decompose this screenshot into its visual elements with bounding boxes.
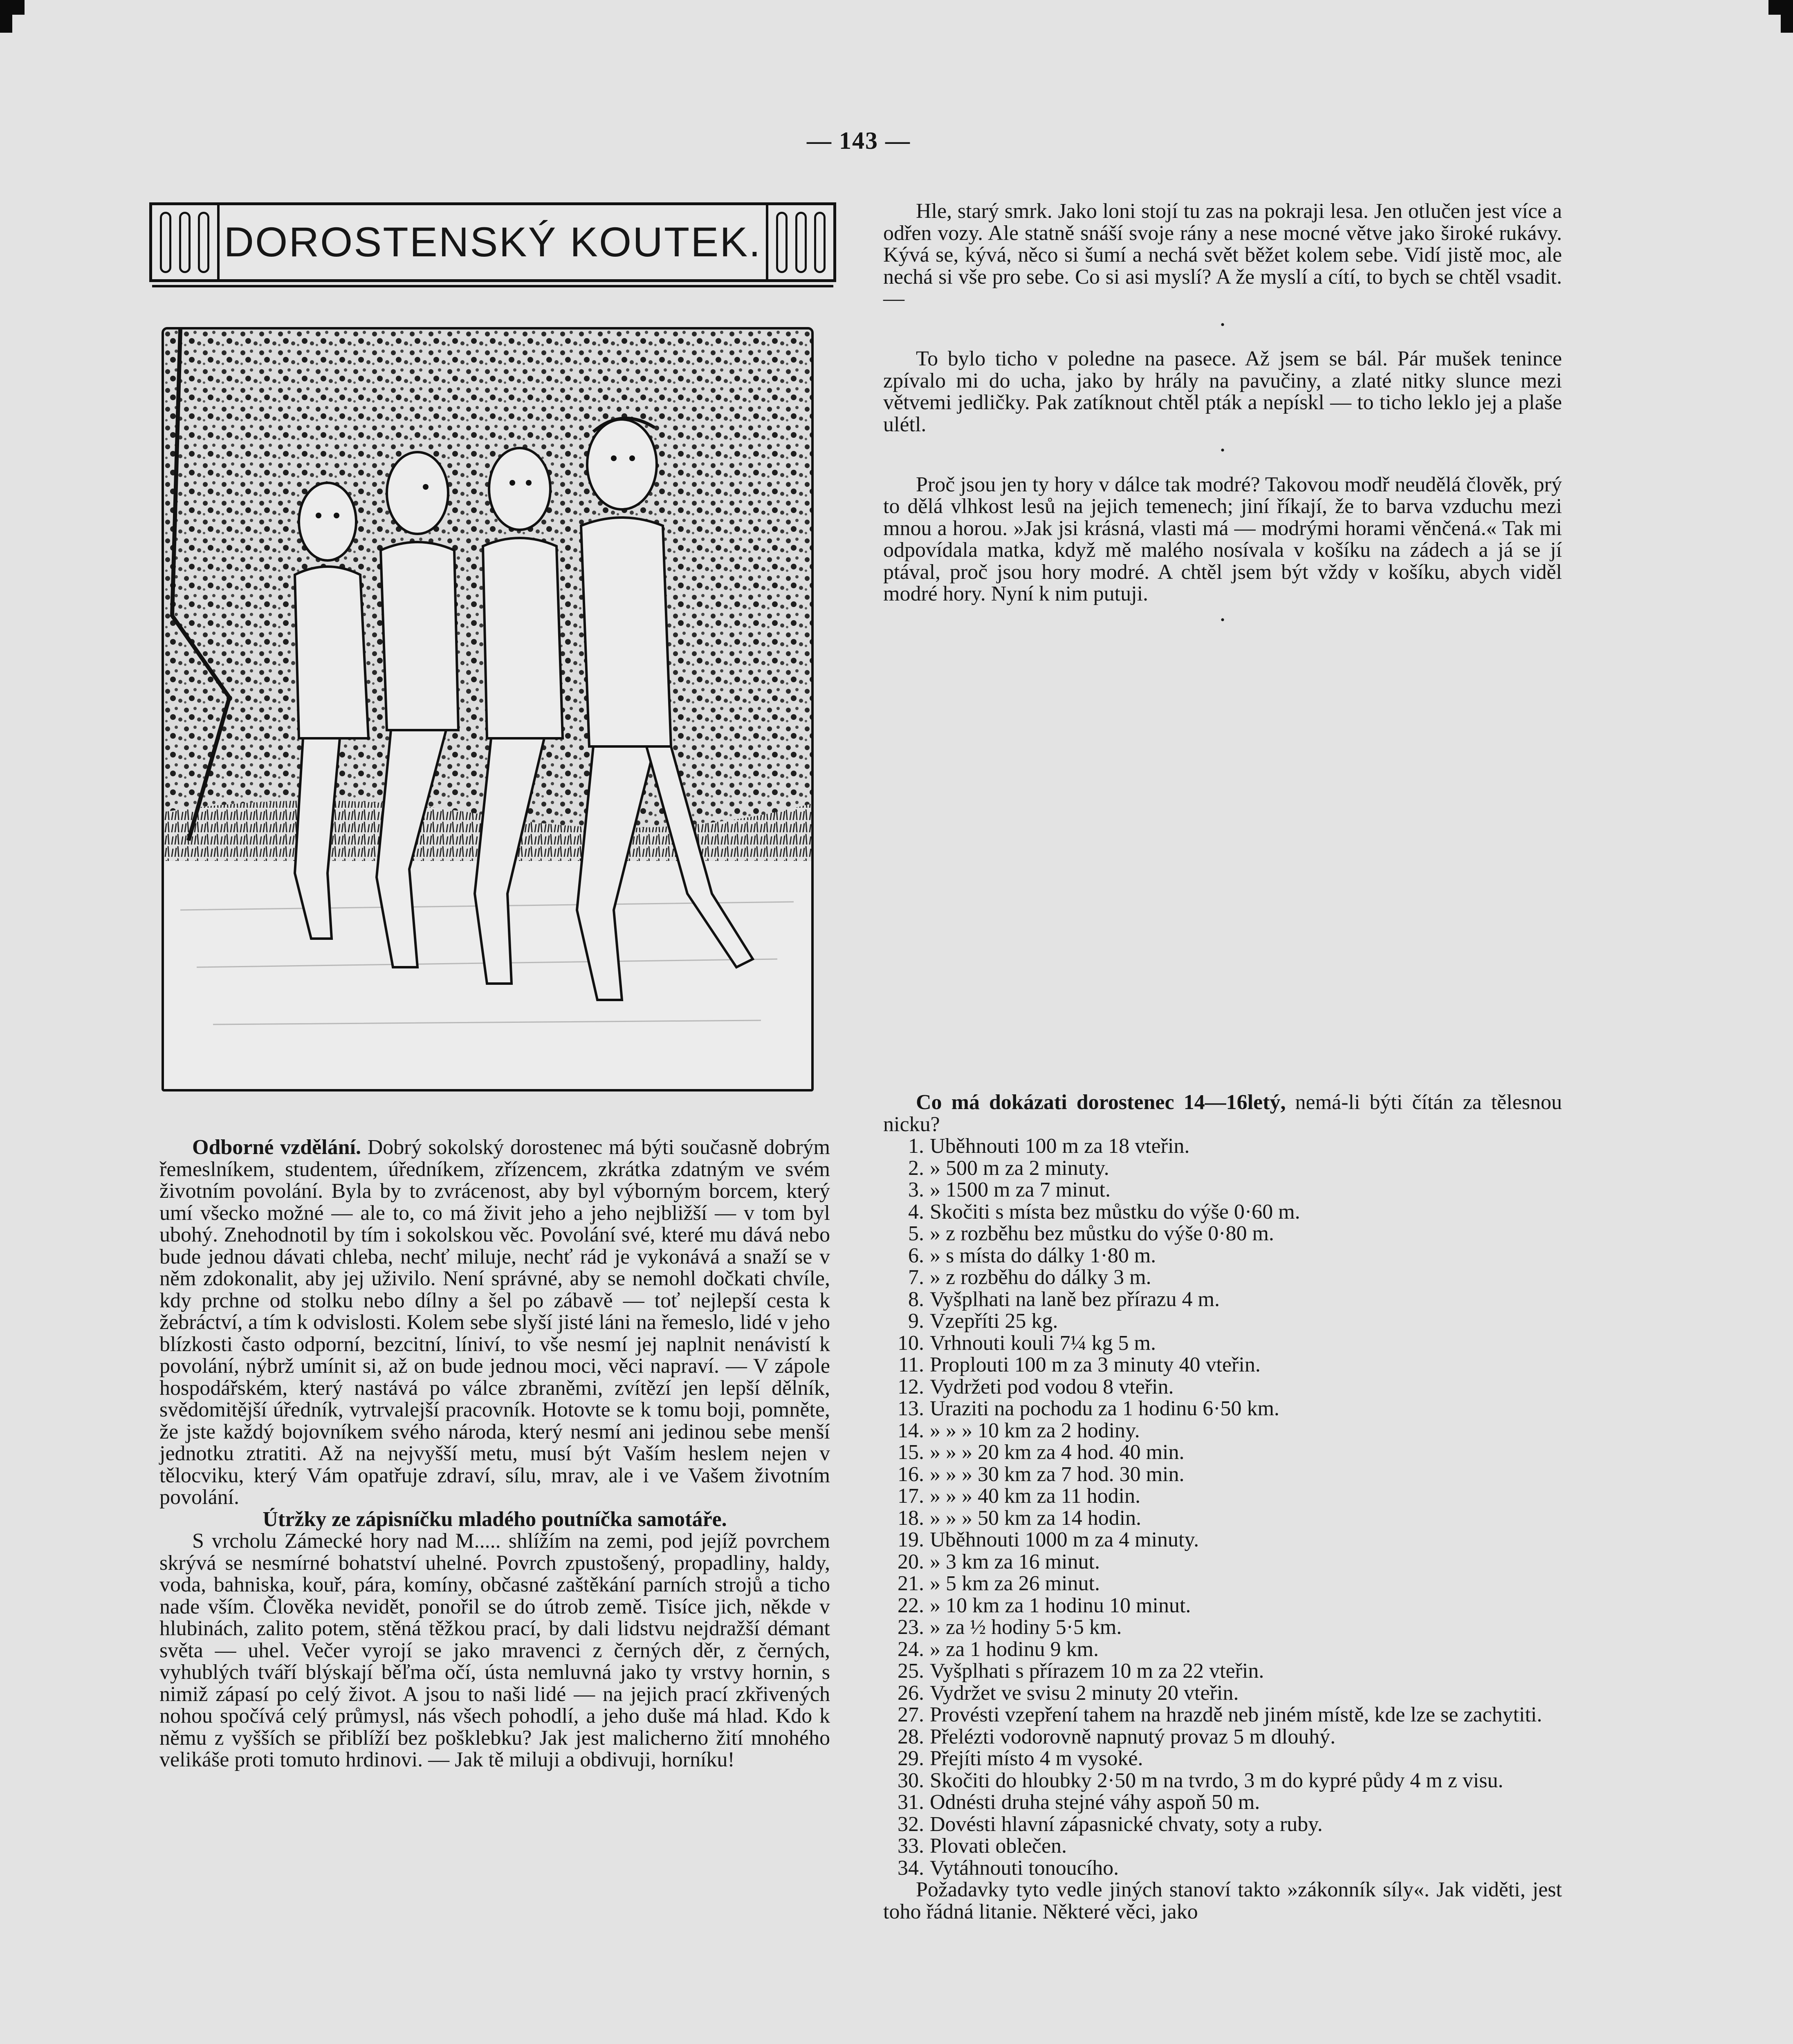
requirement-item [883,1398,1562,1420]
requirement-number: 10. [898,1331,924,1355]
list-intro-heading: Co má dokázati dorostenec 14—16letý, [916,1091,1286,1114]
requirement-number: 27. [898,1703,924,1726]
requirement-text: » za ½ hodiny 5·5 km. [930,1616,1122,1639]
paragraph-noon-silence: To bylo ticho v poledne na pasece. Až jsem se bál. Pár mušek tenince zpívalo mi do ucha, jako by hrály na pavučiny, a zlaté nitky slunce mezi větvemi jedličky. Pak zatíknout chtěl pták a nepískl — to ticho leklo jej a plaše ulétl. [883,347,1562,436]
requirement-number: 34. [898,1856,924,1880]
requirement-item [883,1682,1562,1704]
requirement-text: Odnésti druha stejné váhy aspoň 50 m. [930,1791,1260,1814]
section-title-box [149,202,836,282]
requirement-item [883,1464,1562,1486]
requirement-item [883,1573,1562,1595]
requirement-text: » » » 20 km za 4 hod. 40 min. [930,1441,1185,1464]
requirement-text: » s místa do dálky 1·80 m. [930,1244,1156,1267]
requirement-text: Skočiti do hloubky 2·50 m na tvrdo, 3 m do kypré půdy 4 m z visu. [930,1768,1504,1792]
requirement-text: Skočiti s místa bez můstku do výše 0·60 m. [930,1200,1300,1224]
requirement-number: 12. [898,1375,924,1399]
requirement-number: 1. [908,1134,924,1158]
requirement-text: Dovésti hlavní zápasnické chvaty, soty a ruby. [930,1812,1323,1836]
requirement-item [883,1616,1562,1638]
requirement-text: Vyšplhati s přírazem 10 m za 22 vteřin. [930,1659,1264,1683]
requirement-item [883,1748,1562,1770]
section-title: DOROSTENSKÝ KOUTEK. [224,219,762,265]
requirement-number: 9. [908,1309,924,1333]
requirement-text: Plovati oblečen. [930,1834,1067,1858]
requirement-number: 31. [898,1791,924,1814]
scan-corner [1781,0,1793,33]
requirement-text: » 5 km za 26 minut. [930,1572,1100,1595]
requirement-number: 30. [898,1768,924,1792]
illustration-drawing [164,329,811,1089]
requirement-number: 13. [898,1397,924,1420]
ornament-left [152,205,220,279]
list-intro [883,1091,1562,1135]
requirement-item [883,1835,1562,1857]
requirement-item [883,1223,1562,1245]
requirement-item [883,1660,1562,1682]
requirement-item [883,1551,1562,1573]
requirement-item [883,1310,1562,1332]
separator-dot: • [1220,613,1225,627]
paragraph-heading: Odborné vzdělání. [192,1136,361,1159]
requirement-item [883,1638,1562,1661]
requirement-text: Vzepříti 25 kg. [930,1309,1058,1333]
list-intro-text: nemá-li býti čítán za tělesnou nicku? [883,1091,1562,1136]
scan-corner [0,0,12,33]
requirement-text: » z rozběhu bez můstku do výše 0·80 m. [930,1222,1274,1245]
page-number: — 143 — [807,127,911,154]
column-right-bottom [883,1091,1562,1923]
requirement-item [883,1857,1562,1879]
requirement-number: 3. [908,1178,924,1201]
requirement-text: » 10 km za 1 hodinu 10 minut. [930,1594,1191,1617]
requirement-text: » » » 30 km za 7 hod. 30 min. [930,1462,1185,1486]
requirement-number: 7. [908,1266,924,1289]
requirement-text: Provésti vzepření tahem na hrazdě neb jiném místě, kde lze se zachytiti. [930,1703,1542,1726]
requirement-text: Proplouti 100 m za 3 minuty 40 vteřin. [930,1353,1261,1376]
requirement-item [883,1726,1562,1748]
requirement-number: 11. [898,1353,924,1376]
requirement-text: » » » 50 km za 14 hodin. [930,1506,1142,1530]
requirement-number: 6. [908,1244,924,1267]
requirement-text: » » » 40 km za 11 hodin. [930,1484,1141,1508]
requirement-item [883,1595,1562,1617]
requirement-text: Vytáhnouti tonoucího. [930,1856,1119,1880]
requirement-text: Vrhnouti kouli 7¼ kg 5 m. [930,1331,1156,1355]
requirement-number: 14. [898,1419,924,1442]
requirement-number: 18. [898,1506,924,1530]
requirement-text: Přelézti vodorovně napnutý provaz 5 m dlouhý. [930,1725,1336,1748]
requirements-list [883,1135,1562,1879]
requirement-number: 5. [908,1222,924,1245]
requirement-number: 15. [898,1441,924,1464]
requirement-number: 21. [898,1572,924,1595]
requirement-number: 23. [898,1616,924,1639]
requirement-item [883,1791,1562,1813]
requirement-item [883,1135,1562,1157]
requirement-item [883,1507,1562,1529]
requirement-number: 22. [898,1594,924,1617]
requirement-number: 28. [898,1725,924,1748]
requirement-item [883,1485,1562,1507]
requirement-number: 26. [898,1681,924,1705]
requirement-number: 25. [898,1659,924,1683]
paragraph-vocational-education [159,1136,830,1508]
subheading-notebook: Útržky ze zápisníčku mladého poutníčka samotáře. [263,1507,727,1531]
requirement-number: 20. [898,1550,924,1573]
paragraph-conclusion: Požadavky tyto vedle jiných stanoví takto »zákonník síly«. Jak viděti, jest toho řádná litanie. Některé věci, jako [883,1878,1562,1923]
requirement-text: Vydržeti pod vodou 8 vteřin. [930,1375,1174,1399]
column-left-bottom [159,1136,830,1771]
paragraph-miners: S vrcholu Zámecké hory nad M..... shlížím na zemi, pod jejíž povrchem skrývá se nesmírné bohatství uhelné. Povrch zpustošený, propadliny, haldy, voda, bahniska, kouř, pára, komíny, občasné zaštěkání parních strojů a ticho nade vším. Člověka nevidět, ponořil se do útrob země. Tisíce jich, někde v hlubinách, zalito potem, stěná těžkou prací, by dali lidstvu nejdražší démant světa — uhel. Večer vyrojí se jako mravenci z černých děr, z černých, vyhublých tváří blýskají běľma očí, ústa nemluvná jako ty vrstvy hornin, s nimiž zápasí po celý život. A jsou to naši lidé — na jejich prací zkřivených nohou spočívá celý průmysl, nás všech pohodlí, a jeho duše má hlad. Kdo k němu z vyšších se přiblíží bez pošklebku? Jak jest malicherno žití mnohého velikáše proti tomuto hrdinovi. — Jak tě miluji a obdivuji, horníku! [159,1529,830,1771]
paragraph-old-spruce: Hle, starý smrk. Jako loni stojí tu zas na pokraji lesa. Jen otlučen jest více a odřen vozy. Ale statně snáší svoje rány a nese mocné větve jako široké rukávy. Kývá se, kývá, něco si šumí a nechá svět běžet kolem sebe. Vidí jistě moc, ale nechá si vše pro sebe. Co si asi myslí? A že myslí a cítí, to bych se chtěl vsadit. — [883,199,1562,310]
requirement-text: Uraziti na pochodu za 1 hodinu 6·50 km. [930,1397,1279,1420]
requirement-item [883,1332,1562,1354]
requirement-item [883,1441,1562,1464]
requirement-number: 24. [898,1637,924,1661]
requirement-number: 8. [908,1287,924,1311]
requirement-item [883,1529,1562,1551]
requirement-number: 16. [898,1462,924,1486]
requirement-item [883,1245,1562,1267]
separator-dot: • [1220,444,1225,457]
requirement-text: Uběhnouti 1000 m za 4 minuty. [930,1528,1199,1551]
requirement-item [883,1157,1562,1179]
requirement-number: 19. [898,1528,924,1551]
requirement-text: » 500 m za 2 minuty. [930,1156,1109,1180]
requirement-number: 4. [908,1200,924,1224]
ornament-right [766,205,833,279]
requirement-number: 17. [898,1484,924,1508]
requirement-item [883,1266,1562,1289]
requirement-text: » 1500 m za 7 minut. [930,1178,1111,1201]
requirement-number: 33. [898,1834,924,1858]
requirement-number: 29. [898,1747,924,1770]
requirement-item [883,1704,1562,1726]
requirement-text: Vydržet ve svisu 2 minuty 20 vteřin. [930,1681,1239,1705]
requirement-text: » 3 km za 16 minut. [930,1550,1100,1573]
requirement-text: Uběhnouti 100 m za 18 vteřin. [930,1134,1190,1158]
requirement-item [883,1354,1562,1376]
requirement-number: 2. [908,1156,924,1180]
requirement-item [883,1420,1562,1442]
requirement-item [883,1201,1562,1223]
requirement-item [883,1179,1562,1201]
requirement-text: Přejíti místo 4 m vysoké. [930,1747,1143,1770]
requirement-item [883,1289,1562,1311]
separator-dot: • [1220,318,1225,332]
requirement-text: » z rozběhu do dálky 3 m. [930,1266,1151,1289]
column-right-top [883,200,1562,643]
requirement-item [883,1376,1562,1398]
requirement-number: 32. [898,1812,924,1836]
requirement-text: » za 1 hodinu 9 km. [930,1637,1099,1661]
requirement-item [883,1770,1562,1792]
illustration-four-boys-walking [162,327,814,1091]
requirement-text: » » » 10 km za 2 hodiny. [930,1419,1140,1442]
paragraph-body: Dobrý sokolský dorostenec má býti současně dobrým řemeslníkem, studentem, úředníkem, zřízencem, zkrátka zdatným ve svém životním povolání. Byla by to zvrácenost, aby byl výborným borcem, který umí všecko možné — ale to, co má živit jeho a jeho nejbližší — v tom byl ubohý. Znehodnotil by tím i sokolskou věc. Povolání své, které mu dává nebo bude jednou dávati chleba, nechť miluje, nechť rád je vykonává a snaží se v něm zdokonalit, aby jej uživilo. Není správné, aby se nemohl dočkati chvíle, kdy prchne od stolku nebo dílny a šel po zábavě — toť nejlepší cesta k žebráctví, a tím k odvislosti. Kolem sebe slyší jisté láni na řemeslo, lidé v jeho blízkosti často odporní, bezcitní, líniví, to vše nesmí jej naplnit nenávistí k povolání, nýbrž umínit si, až on bude jednou moci, věci napraví. — V zápole hospodářském, který nastává po válce zbraněmi, zvítězí jen lepší dělník, svědomitější úředník, vytrvalejší pracovník. Hotovte se k tomu boji, pomněte, že jste každý bojovníkem svého národa, který nesmí ani jedinou sebe menší jednotku ztratiti. Až na nejvyšší metu, musí být Vaším heslem nejen v tělocviku, který Vám opatřuje zdraví, sílu, mrav, ale i ve Vašem životním povolání. [159,1136,830,1509]
requirement-text: Vyšplhati na laně bez přírazu 4 m. [930,1287,1220,1311]
requirement-item [883,1813,1562,1836]
paragraph-blue-mountains: Proč jsou jen ty hory v dálce tak modré? Takovou modř neudělá člověk, prý to dělá vlhkost lesů na jejich temenech; jiní říkají, že to barva vzduchu mezi mnou a horou. »Jak jsi krásná, vlasti má — modrými horami věnčená.« Tak mi odpovídala matka, když mě malého nosívala v košíku na zádech a já se jí ptával, proč jsou hory modré. A chtěl jsem být vždy v košíku, abych viděl modré hory. Nyní k nim putuji. [883,473,1562,605]
